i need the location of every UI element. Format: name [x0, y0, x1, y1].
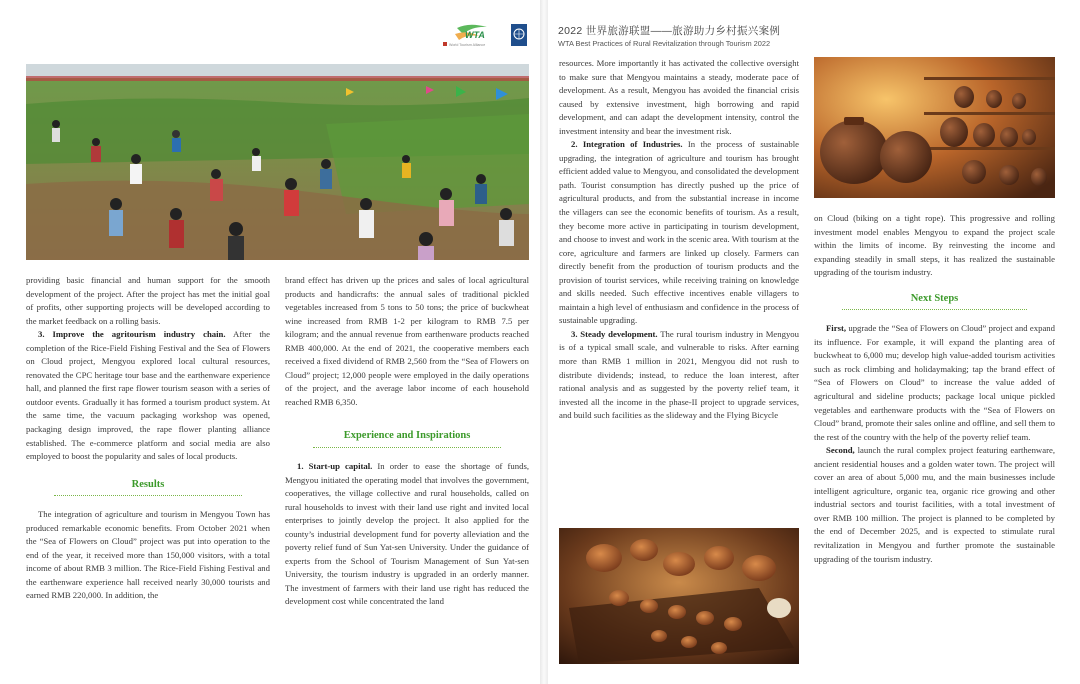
paragraph: Second, launch the rural complex project featuring earthenware, ancient residential houses and a golden water town. The project will cover an area of about 5,000 mu, and the main businesses include intelligent agriculture, organic tea, organic rice growing and other industrial sectors and tourist facilities, with a total investment of over RMB 100 million. The project is planned to be completed by the end of December 2025, and is expected to stimulate rural revitalization in Mengyou and further promote the sustainable upgrading of the tourism industry. [814, 445, 1055, 564]
earthenware-hall-photo [814, 57, 1055, 198]
subheading: 1. Start-up capital. [297, 461, 373, 472]
svg-text:WTA: WTA [465, 30, 485, 40]
paragraph: 3. Improve the agritourism industry chain. After the completion of the Rice-Field Fishing Festival and the Sea of Flowers on Cloud project, Mengyou explored local cultural resources, renovated the CPC heritage tour base and the earthenware experience hall, and planned the first rape flower tourism season with a series of outdoor events. Gradually it has formed a tourism product system. At the same time, the vacuum packaging workshop was opened, packaging design improved, the rape flower planting alliance established. The e-commerce platform and social media are also employed to boost the popularity and sales of local products. [26, 329, 270, 462]
page-header [558, 23, 780, 48]
next-steps-heading: Next Steps [910, 292, 959, 304]
paragraph: on Cloud (biking on a tight rope). This progressive and rolling investment model enables Mengyou to expand the project scale within the limits of income. By reinvesting the income and expanding steadily in small steps, it has realized the sustainable upgrading of the tourism industry. [814, 213, 1055, 278]
heading-divider [54, 495, 242, 496]
heading-divider [313, 447, 501, 448]
subheading: 3. Improve the agritourism industry chain. [38, 329, 226, 340]
rice-field-festival-photo [26, 64, 529, 260]
subheading: 3. Steady development. [571, 328, 658, 339]
header-title-cn: 2022 世界旅游联盟——旅游助力乡村振兴案例 [558, 25, 781, 37]
paragraph: 2. Integration of Industries. In the process of sustainable upgrading, the integration of agriculture and tourism has brought efficient added value to Mengyou, and consolidated the development path. Tourist consumption has directly pushed up the price of agricultural products, and from the substantial increase in income the villagers can see the economic benefits of tourism. As a result, they become more active in participating in tourism development, and choose to invest and work in the scenic area. With tourism at the core, agriculture and farmers are linked up closely. Farmers can directly benefit from the production of tourism products and the provision of tourist services, while receiving training on knowledge and skills needed. Such effective incentives enable villagers to maintain a high level of enthusiasm and confidence in the process of sustainable upgrading. [559, 139, 799, 326]
subheading: Second, [826, 445, 855, 456]
paragraph: resources. More importantly it has activated the collective oversight to make sure that Mengyou maintains a steady, moderate pace of development. As a result, Mengyou has avoided the financial crisis caused by extensive investment, high borrowing and rapid development, and can adapt the development intensity, control the investment intensity and bear the investment risk. [559, 58, 799, 136]
paragraph: The integration of agriculture and tourism in Mengyou Town has produced remarkable economic benefits. From October 2021 when the “Sea of Flowers on Cloud” project was put into operation to the end of the year, it received more than 150,000 visitors, with a total income of about RMB 3 million. The Rice-Field Fishing Festival and the earthenware experience hall received nearly 30,000 tourists and earned RMB 220,000. In addition, the [26, 509, 270, 601]
results-heading: Results [131, 478, 165, 490]
paragraph: brand effect has driven up the prices and sales of local agricultural products and handicrafts: the annual sales of traditional pickled vegetables increased from 5 tons to 50 tons; the price of buckwheat wine increased from RMB 1-2 per kilogram to RMB 7.5 per kilogram; and the annual revenue from earthenware products reached RMB 400,000. At the end of 2021, the cooperative members each received a fixed dividend of RMB 2,560 from the “Sea of Flowers on Cloud” project; 12,000 people were employed in the daily operations of the project, and the average labor income of each household reached RMB 6,350. [285, 275, 529, 407]
subheading: First, [826, 323, 847, 334]
paragraph: 1. Start-up capital. In order to ease the shortage of funds, Mengyou initiated the operating model that involves the government, cooperatives, the village collective and rural households, called on rural households to invest with their land use right and invited local enterprises to jointly develop the project. It also applied for the county’s industrial development fund for poverty alleviation and the poverty relief fund of Sun Yat-sen University. Under the guidance of experts from the School of Tourism Management of Sun Yat-sen University, the tourism industry is upgraded in an orderly manner. The investment of farmers with their land use right has reduced the development cost while concentrated the land [285, 461, 530, 607]
page-spine [540, 0, 548, 684]
tea-set-photo [559, 528, 799, 664]
heading-divider [842, 309, 1027, 310]
paragraph: providing basic financial and human support for the smooth development of the project. After the project has met the initial goal of profits, other supporting projects will be developed according to the market feedback on a rolling basis. [26, 275, 270, 326]
experience-heading: Experience and Inspirations [343, 430, 471, 442]
wta-logo [443, 22, 533, 50]
header-title-en: WTA Best Practices of Rural Revitalization through Tourism 2022 [558, 39, 771, 48]
paragraph: First, upgrade the “Sea of Flowers on Cloud” project and expand its influence. For example, it will expand the planting area of buckwheat to 6,000 mu; develop high value-added tourism activities such as rock climbing and holidaymaking; tap the brand effect of “Sea of Flowers on Cloud” to increase the value added of agricultural and sideline products; package local unique pickled vegetables and earthenware products with the “Sea of Flowers on Cloud” brand, promote their sales online and offline, and sell them to the rest of the country with the help of the poverty relief team. [814, 323, 1055, 442]
column-1 [26, 274, 270, 603]
column-3 [559, 57, 799, 423]
column-4 [814, 212, 1055, 566]
paragraph: 3. Steady development. The rural tourism industry in Mengyou is of a typical small scale, and vulnerable to risks. After earning more than RMB 1 million in 2021, Mengyou did not rush to distribute dividends; instead, to reduce the loan interest, after rational analysis and as suggested by the poverty relief team, it invested all the income in the phase-II project to upgrade services, and build such facilities as the slideway and the Flying Bicycle [559, 328, 799, 421]
column-2 [285, 274, 529, 609]
subheading: 2. Integration of Industries. [571, 139, 683, 150]
svg-text:World Tourism Alliance: World Tourism Alliance [449, 43, 486, 47]
